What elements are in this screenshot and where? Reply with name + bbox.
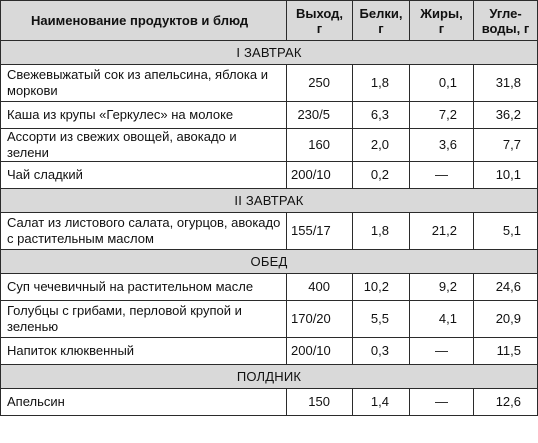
header-name: Наименование продуктов и блюд — [1, 1, 287, 41]
dish-name: Суп чечевичный на растительном масле — [1, 274, 287, 301]
dish-protein: 1,8 — [353, 65, 410, 102]
section-row — [1, 365, 538, 389]
dish-protein: 1,8 — [353, 213, 410, 250]
dish-output: 400 — [287, 274, 353, 301]
dish-output: 150 — [287, 389, 353, 416]
dish-carbs: 11,5 — [474, 338, 538, 365]
dish-carbs: 7,7 — [474, 129, 538, 162]
dish-output: 160 — [287, 129, 353, 162]
section-title: ОБЕД — [1, 250, 538, 274]
header-output: Выход, г — [287, 1, 353, 41]
dish-output: 230/5 — [287, 102, 353, 129]
dish-name: Ассорти из свежих овощей, авокадо и зелени — [1, 129, 287, 162]
dish-fat: 9,2 — [410, 274, 474, 301]
section-title: II ЗАВТРАК — [1, 189, 538, 213]
dish-carbs: 31,8 — [474, 65, 538, 102]
section-title: I ЗАВТРАК — [1, 41, 538, 65]
dish-name: Салат из листового салата, огурцов, авокадо с растительным маслом — [1, 213, 287, 250]
dish-protein: 1,4 — [353, 389, 410, 416]
table-row — [1, 389, 538, 416]
dish-carbs: 20,9 — [474, 301, 538, 338]
dish-fat: — — [410, 389, 474, 416]
dish-output: 170/20 — [287, 301, 353, 338]
dish-protein: 0,3 — [353, 338, 410, 365]
dish-name: Напиток клюквенный — [1, 338, 287, 365]
dish-fat: 7,2 — [410, 102, 474, 129]
dish-carbs: 24,6 — [474, 274, 538, 301]
table-row — [1, 338, 538, 365]
header-fat: Жиры, г — [410, 1, 474, 41]
dish-fat: — — [410, 338, 474, 365]
table-row — [1, 301, 538, 338]
dish-fat: 0,1 — [410, 65, 474, 102]
dish-protein: 2,0 — [353, 129, 410, 162]
section-row — [1, 250, 538, 274]
dish-carbs: 10,1 — [474, 162, 538, 189]
dish-output: 200/10 — [287, 338, 353, 365]
dish-output: 155/17 — [287, 213, 353, 250]
header-carbs: Угле- воды, г — [474, 1, 538, 41]
table-row — [1, 162, 538, 189]
table-row — [1, 102, 538, 129]
dish-protein: 6,3 — [353, 102, 410, 129]
section-row — [1, 41, 538, 65]
dish-fat: 3,6 — [410, 129, 474, 162]
dish-name: Апельсин — [1, 389, 287, 416]
dish-protein: 0,2 — [353, 162, 410, 189]
dish-name: Голубцы с грибами, перловой крупой и зеленью — [1, 301, 287, 338]
dish-protein: 10,2 — [353, 274, 410, 301]
header-protein: Белки, г — [353, 1, 410, 41]
dish-carbs: 5,1 — [474, 213, 538, 250]
section-row — [1, 189, 538, 213]
table-row — [1, 213, 538, 250]
table-row — [1, 274, 538, 301]
dish-protein: 5,5 — [353, 301, 410, 338]
header-row — [1, 1, 538, 41]
dish-fat: 21,2 — [410, 213, 474, 250]
table-row — [1, 129, 538, 162]
dish-carbs: 12,6 — [474, 389, 538, 416]
section-title: ПОЛДНИК — [1, 365, 538, 389]
dish-output: 250 — [287, 65, 353, 102]
dish-carbs: 36,2 — [474, 102, 538, 129]
dish-name: Свежевыжатый сок из апельсина, яблока и моркови — [1, 65, 287, 102]
dish-fat: — — [410, 162, 474, 189]
dish-name: Чай сладкий — [1, 162, 287, 189]
dish-name: Каша из крупы «Геркулес» на молоке — [1, 102, 287, 129]
table-row — [1, 65, 538, 102]
dish-output: 200/10 — [287, 162, 353, 189]
dish-fat: 4,1 — [410, 301, 474, 338]
